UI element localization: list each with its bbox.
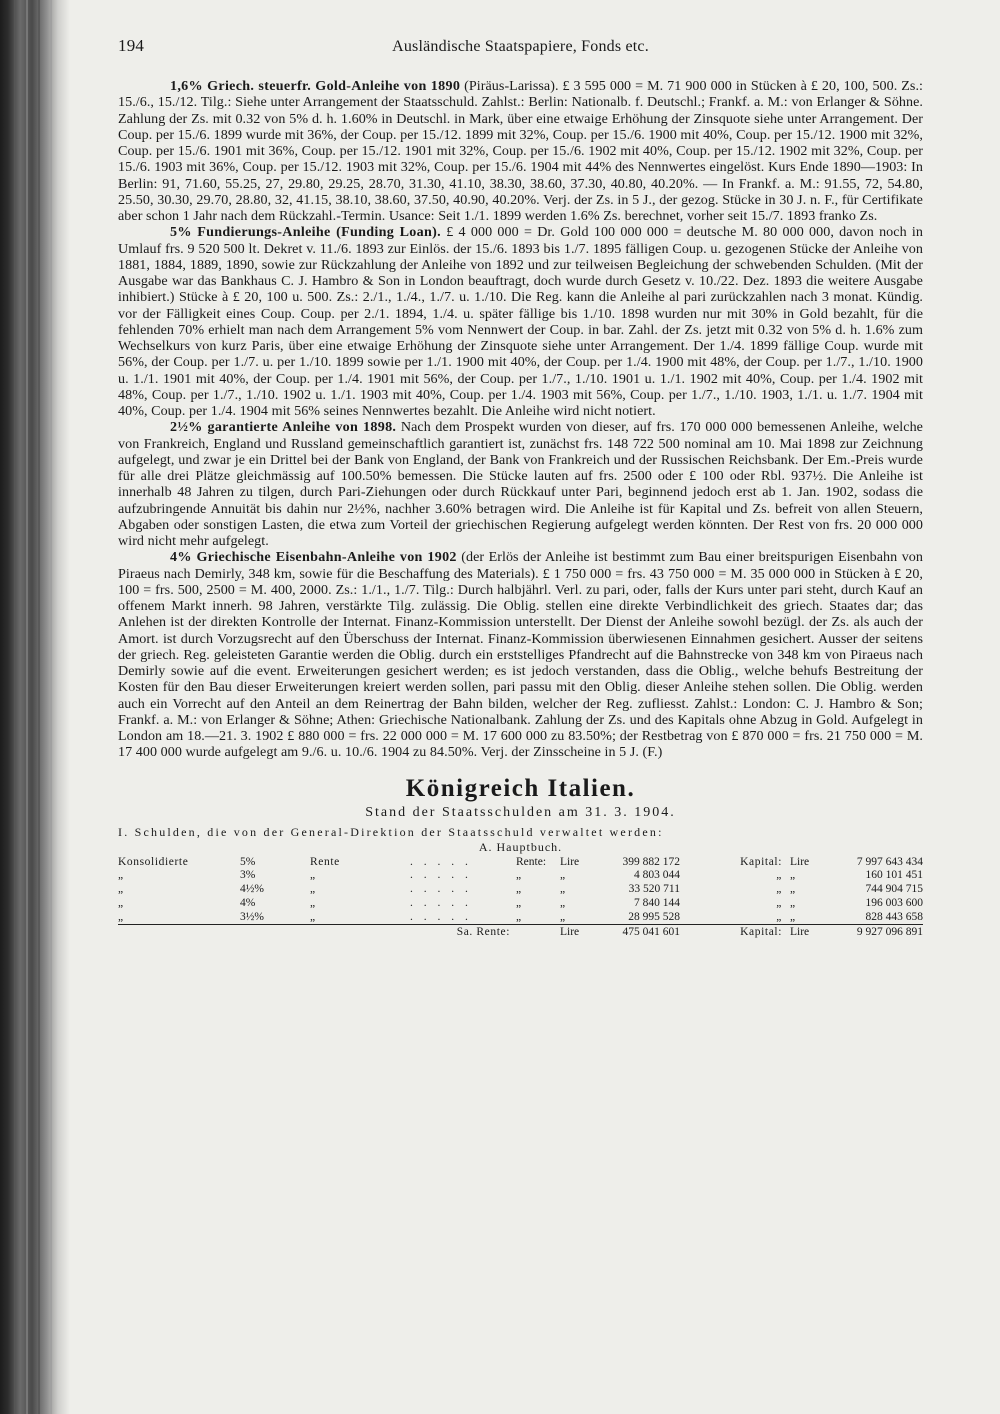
row-rente-currency: „ bbox=[560, 869, 566, 882]
row-rente-currency: „ bbox=[560, 896, 566, 909]
paragraph-text: Nach dem Prospekt wurden von dieser, auf frs. 170 000 000 bemessenen Anleihe, welche von Frankreich, England und Russland gemeinschaftlich garantiert ist, zunächst frs. 148 722 500 nominal am 10. Mai 1898 zur Zeichnung aufgelegt, und zwar je ein Drittel bei der Bank von England, der Bank von Frankreich und der Russischen Reichsbank. Der Em.-Preis wurde für alle drei Plätze gleichmässig auf 100.50% bemessen. Die Stücke lauten auf frs. 2500 oder £ 100 oder Rbl. 937½. Die Anleihe ist innerhalb 48 Jahren zu tilgen, durch Pari-Ziehungen oder durch Rückkauf unter Pari, beginnend jedoch erst ab 1. Jan. 1902, sodass die aufzubringende Annuität bis dahin nur 2½%, nachher 3.60% betragen wird. Die Anleihe ist für Kapital und Zs. befreit von allen Steuern, Abgaben oder sonstigen Lasten, die etwa zum Vorteil der griechischen Regierung aufgelegt werden könnten. Der Rest von frs. 20 000 000 wird nicht mehr aufgelegt. bbox=[118, 419, 923, 549]
row-leader: . . . . . bbox=[410, 869, 472, 882]
row-leader: . . . . . bbox=[410, 896, 472, 909]
total-rente-currency: Lire bbox=[560, 925, 590, 940]
row-rente-currency: „ bbox=[560, 910, 566, 923]
row-name: „ bbox=[118, 869, 124, 882]
row-rente-currency: „ bbox=[560, 883, 566, 896]
page-number: 194 bbox=[118, 36, 145, 55]
row-kind: Rente bbox=[310, 855, 340, 868]
row-kind: „ bbox=[310, 869, 316, 882]
total-kapital-label: Kapital: bbox=[682, 925, 790, 940]
row-kapital-label: Kapital: bbox=[740, 855, 782, 868]
row-name: „ bbox=[118, 896, 124, 909]
row-name: „ bbox=[118, 910, 124, 923]
row-rate: 4% bbox=[240, 896, 256, 909]
row-rente-label: „ bbox=[516, 869, 522, 882]
paragraph-text: (Piräus-Larissa). £ 3 595 000 = M. 71 900 000 in Stücken à £ 20, 100, 500. Zs.: 15./6., 15./12. Tilg.: Siehe unter Arrangement der Staatsschuld. Zahlst.: Berlin: Nationalb. f. Deutschl.; Frankf. a. M.: von Erlanger & Söhne. Zahlung der Zs. mit 0.32 von 5% d. h. 1.60% in Deutschl. in Mark, über eine etwaige Erhöhung der Zinsquote siehe unter Arrangement. Der Coup. per 15./6. 1899 wurde mit 36%, der Coup. per 15./12. 1899 mit 32%, Coup. per 15./6. 1900 mit 40%, Coup. per 15./12. 1900 mit 32%, Coup. per 15./6. 1901 mit 36%, Coup. per 15./12. 1901 mit 32%, Coup. per 15./6. 1902 mit 40%, Coup. per 15./12. 1902 mit 32%, Coup. per 15./6. 1903 mit 36%, Coup. per 15./12. 1903 mit 32%, Coup. per 15./6. 1904 mit 44% des Nennwertes eingelöst. Kurs Ende 1890—1903: In Berlin: 91, 71.60, 55.25, 27, 29.80, 29.25, 28.70, 31.30, 41.10, 38.30, 38.60, 37.30, 40.80, 40.20%. — In Frankf. a. M.: 91.55, 72, 54.80, 25.50, 30.30, 29.70, 28.80, 32, 41.15, 38.10, 38.60, 37.50, 40.90, 40.20%. Verj. der Zs. in 5 J., der gezog. Stücke in 30 J. n. F., für Certifikate aber schon 1 Jahr nach dem Rückzahl.-Termin. Usance: Seit 1./1. 1899 werden 1.6% Zs. berechnet, vorher seit 15./7. 1893 franko Zs. bbox=[118, 78, 923, 224]
scan-binding-edge bbox=[0, 0, 70, 1414]
table-total-row bbox=[118, 925, 923, 940]
row-kapital-label: „ bbox=[776, 869, 782, 882]
row-kapital-currency: Lire bbox=[790, 855, 810, 868]
table-heading: I. Schulden, die von der General-Direktion der Staatsschuld verwaltet werden: bbox=[118, 824, 664, 839]
row-rate: 3½% bbox=[240, 910, 264, 923]
row-rente-label: „ bbox=[516, 896, 522, 909]
row-rente-value: 7 840 144 bbox=[634, 896, 680, 909]
row-kapital-currency: „ bbox=[790, 896, 796, 909]
row-kind: „ bbox=[310, 883, 316, 896]
row-name: Konsolidierte bbox=[118, 855, 189, 868]
body-text bbox=[118, 78, 923, 761]
row-rente-value: 33 520 711 bbox=[628, 883, 680, 896]
row-kapital-value: 160 101 451 bbox=[865, 869, 923, 882]
row-kapital-currency: „ bbox=[790, 883, 796, 896]
paragraph-funding-loan bbox=[118, 224, 923, 419]
row-kind: „ bbox=[310, 910, 316, 923]
row-rente-value: 4 803 044 bbox=[634, 869, 680, 882]
paragraph-lead: 5% Fundierungs-Anleihe (Funding Loan). bbox=[170, 224, 441, 241]
row-kapital-value: 828 443 658 bbox=[865, 910, 923, 923]
row-rente-label: „ bbox=[516, 910, 522, 923]
table-row bbox=[118, 869, 923, 883]
row-kapital-label: „ bbox=[776, 896, 782, 909]
row-rate: 3% bbox=[240, 869, 256, 882]
paragraph-gold-loan-1890 bbox=[118, 78, 923, 224]
row-kapital-label: „ bbox=[776, 883, 782, 896]
paragraph-railway-loan-1902 bbox=[118, 549, 923, 760]
section-subtitle: Stand der Staatsschulden am 31. 3. 1904. bbox=[365, 804, 676, 820]
row-leader: . . . . . bbox=[410, 910, 472, 923]
row-rente-value: 399 882 172 bbox=[622, 855, 680, 868]
row-kapital-value: 744 904 715 bbox=[865, 883, 923, 896]
table-subheading: A. Hauptbuch. bbox=[478, 839, 563, 854]
row-kapital-label: „ bbox=[776, 910, 782, 923]
paragraph-lead: 1,6% Griech. steuerfr. Gold-Anleihe von 1890 bbox=[170, 78, 461, 94]
paragraph-text: (der Erlös der Anleihe ist bestimmt zum Bau einer breitspurigen Eisenbahn von Piraeus nach Demirly, 348 km, sowie für die Beschaffung des Materials). £ 1 750 000 = frs. 43 750 000 = M. 35 000 000 in Stücken à £ 20, 100 = frs. 500, 2500 = M. 400, 2000. Zs.: 1./1., 1./7. Tilg.: Durch halbjährl. Verl. zu pari, oder, falls der Kurs unter pari steht, durch Kauf an offenem Markt innerh. 98 Jahren, verstärkte Tilg. zulässig. Die Oblig. stellen eine direkte Verbindlichkeit des griech. Staates dar; das Anlehen ist der direkten Kontrolle der Internat. Finanz-Kommission unterstellt. Der Dienst der Anleihe sowohl bezügl. der Zs. als auch der Amort. ist durch Vorzugsrecht auf den Überschuss der Internat. Finanz-Kommission überwiesenen Einnahmen gesichert. Ausser der seitens der griech. Reg. geleisteten Garantie werden die Oblig. durch ein erststelliges Pfandrecht auf die Bahnstrecke von 348 km von Piraeus nach Demirly sowie auf die event. Erweiterungen gesichert werden; es ist jedoch verstanden, dass die Oblig., welche behufs Bestreitung der Kosten für den Bau dieser Erweiterungen kreiert werden sollen, pari passu mit den Oblig. dieser Anleihe stehen sollen. Die Oblig. werden auch ein Vorrecht auf den Anteil an dem Reinertrag der Bahn bilden, welcher der Reg. zufliesst. Zahlst.: London: C. J. Hambro & Son; Frankf. a. M.: von Erlanger & Söhne; Athen: Griechische Nationalbank. Zahlung der Zs. und des Kapitals ohne Abzug in Gold. Aufgelegt in London am 18.—21. 3. 1902 £ 880 000 = frs. 22 000 000 = M. 17 600 000 zu 83.50%; der Restbetrag von £ 870 000 = frs. 21 750 000 = M. 17 400 000 wurde aufgelegt am 9./6. u. 10./6. 1904 zu 84.50%. Verj. der Zinsscheine in 5 J. (F.) bbox=[118, 549, 923, 761]
debt-table bbox=[118, 856, 923, 941]
row-leader: . . . . . bbox=[410, 883, 472, 896]
row-rente-currency: Lire bbox=[560, 855, 580, 868]
paragraph-lead: 4% Griechische Eisenbahn-Anleihe von 1902 bbox=[170, 549, 457, 566]
total-label: Sa. Rente: bbox=[410, 925, 516, 940]
row-rente-label: Rente: bbox=[516, 855, 547, 868]
row-kind: „ bbox=[310, 896, 316, 909]
total-kapital-value: 9 927 096 891 bbox=[830, 925, 923, 940]
table-row bbox=[118, 856, 923, 870]
row-kapital-value: 7 997 643 434 bbox=[856, 855, 923, 868]
paragraph-lead: 2½% garantierte Anleihe von 1898. bbox=[170, 419, 397, 436]
paragraph-text: £ 4 000 000 = Dr. Gold 100 000 000 = deutsche M. 80 000 000, davon noch in Umlauf frs. 9 520 500 lt. Dekret v. 11./6. 1893 zur Einlös. der 15./6. 1893 bis 1./7. 1895 fälligen Coup. u. gezogenen Stücke der Anleihe von 1881, 1884, 1889, 1890, sowie zur Rückzahlung der Anleihe von 1892 und zur teilweisen Begleichung der schwebenden Schulden. (Mit der Ausgabe war das Bankhaus C. J. Hambro & Son in London beauftragt, doch wurde durch Gesetz v. 10./22. Dez. 1893 die weitere Ausgabe inhibiert.) Stücke à £ 20, 100 u. 500. Zs.: 2./1., 1./4., 1./7. u. 1./10. Die Reg. kann die Anleihe al pari zurückzahlen nach 3 monat. Kündig. vor der Fälligkeit eines Coup. Coup. per 2./1. 1894, 1./4. u. später fällige bis 1./10. 1898 wurden nur mit 30% in Gold bezahlt, für die fehlenden 70% erhielt man nach dem Arrangement 5% vom Nennwert der Coup. in bar. Zahl. der Zs. jetzt mit 0.32 von 5% d. h. 1.6% zum Wechselkurs von kurz Paris, über eine etwaige Erhöhung der Zinsquote siehe unter Arrangement. Der 1./4. 1899 fällige Coup. wurde mit 56%, der Coup. per 1./7. u. per 1./10. 1899 sowie per 1./1. 1900 mit 40%, der Coup. per 1./4. 1900 mit 48%, der Coup. per 1./7., 1./10. 1900 u. 1./1. 1901 mit 40%, der Coup. per 1./4. 1901 mit 56%, der Coup. per 1./7., 1./10. 1901 u. 1./1. 1902 mit 40%, Coup. per 1./4. 1902 mit 48%, Coup. per 1./7., 1./10. 1902 u. 1./1. 1903 mit 40%, Coup. per 1./4. 1903 mit 56%, Coup. per 1./7., 1./10. 1903, 1./1. u. 1./7. 1904 mit 40%, Coup. per 1./4. 1904 mit 56% seines Nennwertes bezahlt. Die Anleihe wird nicht notiert. bbox=[118, 224, 923, 419]
total-kapital-currency: Lire bbox=[790, 925, 830, 940]
running-title: Ausländische Staatspapiere, Fonds etc. bbox=[392, 38, 649, 55]
row-kapital-value: 196 003 600 bbox=[865, 896, 923, 909]
row-rate: 5% bbox=[240, 855, 256, 868]
paragraph-guaranteed-loan-1898 bbox=[118, 419, 923, 549]
table-row bbox=[118, 883, 923, 897]
running-header bbox=[118, 36, 923, 56]
row-rate: 4½% bbox=[240, 883, 264, 896]
row-kapital-currency: „ bbox=[790, 910, 796, 923]
row-leader: . . . . . bbox=[410, 855, 472, 868]
table-row bbox=[118, 911, 923, 925]
row-kapital-currency: „ bbox=[790, 869, 796, 882]
row-name: „ bbox=[118, 883, 124, 896]
row-rente-value: 28 995 528 bbox=[628, 910, 680, 923]
section-title: Königreich Italien. bbox=[405, 774, 636, 802]
total-rente-value: 475 041 601 bbox=[590, 925, 682, 940]
row-rente-label: „ bbox=[516, 883, 522, 896]
table-row bbox=[118, 897, 923, 911]
document-page bbox=[118, 36, 923, 940]
